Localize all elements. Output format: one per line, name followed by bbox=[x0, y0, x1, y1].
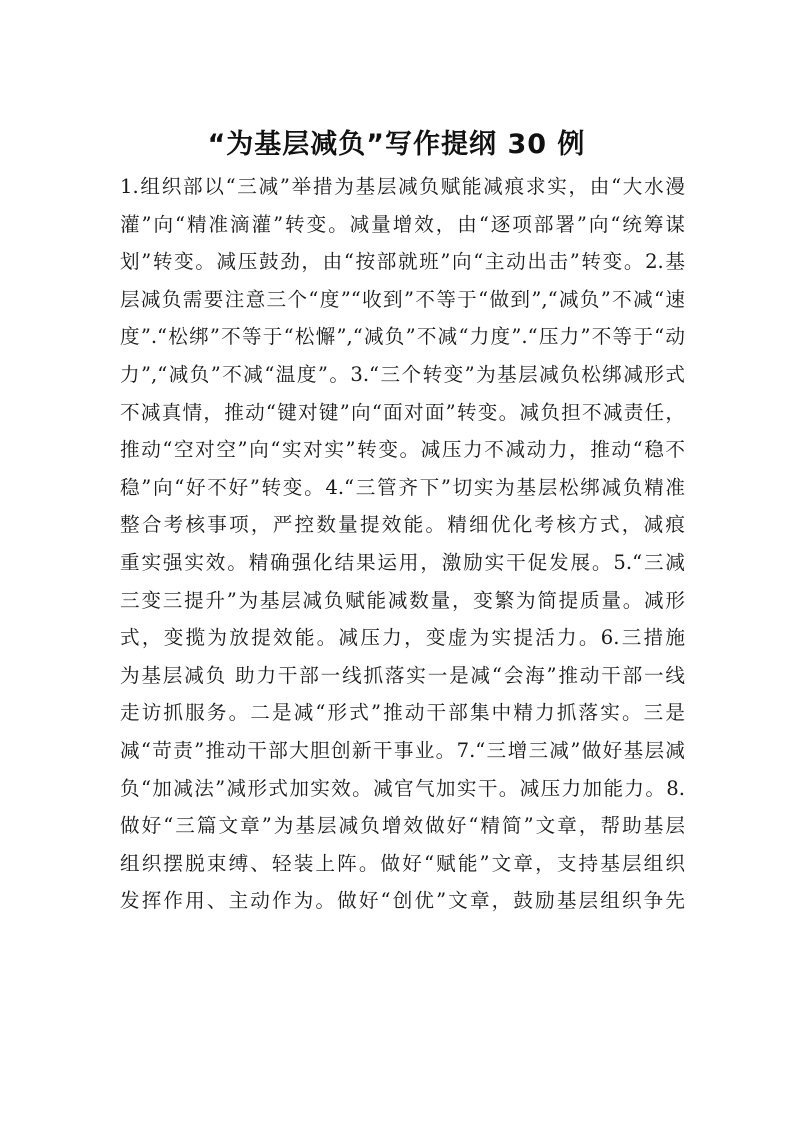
body-text-line: 减“苛责”推动干部大胆创新干事业。7.“三增三减”做好基层减 bbox=[120, 738, 685, 762]
body-text-line: 做好“三篇文章”为基层减负增效做好“精简”文章，帮助基层 bbox=[120, 814, 685, 838]
body-text-line: 组织摆脱束缚、轻装上阵。做好“赋能”文章，支持基层组织 bbox=[120, 851, 685, 875]
body-text-line: 划”转变。减压鼓劲，由“按部就班”向“主动出击”转变。2.基 bbox=[120, 250, 685, 274]
body-text-line: 整合考核事项，严控数量提效能。精细优化考核方式，减痕 bbox=[120, 513, 685, 537]
body-text-line: 层减负需要注意三个“度”“收到”不等于“做到”,“减负”不减“速 bbox=[120, 287, 685, 311]
body-text-line: 不减真情，推动“键对键”向“面对面”转变。减负担不减责任， bbox=[120, 400, 685, 424]
body-text-line: 式，变揽为放提效能。减压力，变虚为实提活力。6.三措施 bbox=[120, 626, 685, 650]
body-text-line: 发挥作用、主动作为。做好“创优”文章，鼓励基层组织争先 bbox=[120, 889, 685, 913]
body-text-line: 重实强实效。精确强化结果运用，激励实干促发展。5.“三减 bbox=[120, 550, 685, 574]
body-text-line: 走访抓服务。二是减“形式”推动干部集中精力抓落实。三是 bbox=[120, 701, 685, 725]
body-text-line: 负“加减法”减形式加实效。减官气加实干。减压力加能力。8. bbox=[120, 776, 685, 800]
body-text-line: 三变三提升”为基层减负赋能减数量，变繁为简提质量。减形 bbox=[120, 588, 685, 612]
body-text-line: 稳”向“好不好”转变。4.“三管齐下”切实为基层松绑减负精准 bbox=[120, 475, 685, 499]
document-title: “为基层减负”写作提纲 30 例 bbox=[207, 129, 586, 160]
body-text-line: 力”,“减负”不减“温度”。3.“三个转变”为基层减负松绑减形式 bbox=[120, 362, 685, 386]
body-text-line: 推动“空对空”向“实对实”转变。减压力不减动力，推动“稳不 bbox=[120, 438, 685, 462]
body-text-line: 度”.“松绑”不等于“松懈”,“减负”不减“力度”.“压力”不等于“动 bbox=[120, 325, 685, 349]
body-text-line: 为基层减负 助力干部一线抓落实一是减“会海”推动干部一线 bbox=[120, 663, 685, 687]
body-text-line: 1.组织部以“三减”举措为基层减负赋能减痕求实，由“大水漫 bbox=[120, 175, 685, 198]
body-text-line: 灌”向“精准滴灌”转变。减量增效，由“逐项部署”向“统筹谋 bbox=[120, 212, 685, 236]
document-body bbox=[120, 168, 685, 920]
